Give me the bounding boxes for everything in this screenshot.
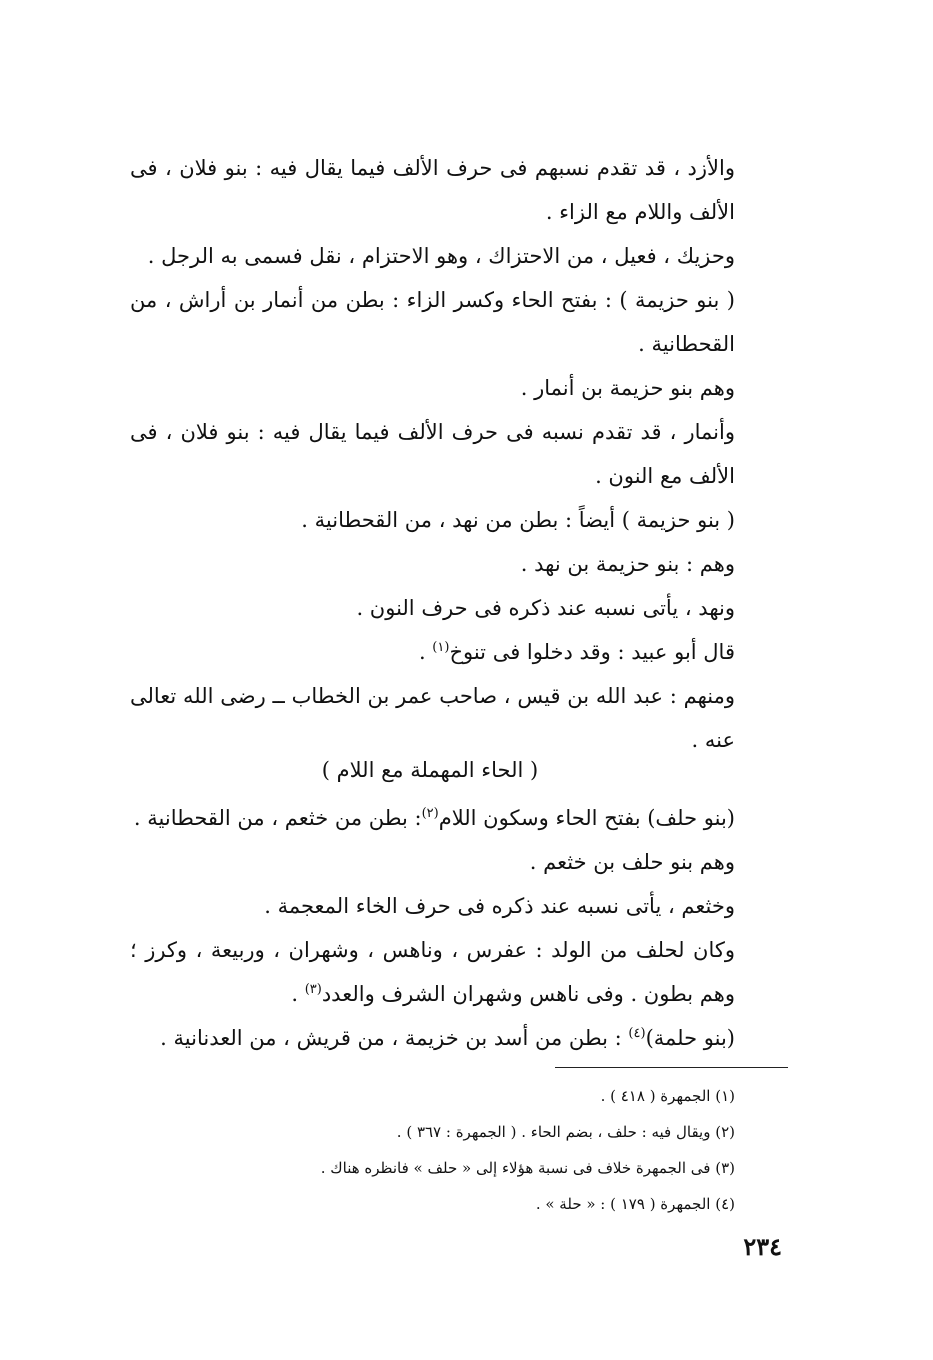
paragraph: قال أبو عبيد : وقد دخلوا فى تنوخ$^{(١)}$ . — [418, 640, 735, 664]
paragraph: (بنو حلف) بفتح الحاء وسكون اللام$^{(٢)}$: بطن من خثعم ، من القحطانية . — [133, 806, 735, 830]
footnote-ref: (١) — [432, 640, 450, 655]
paragraph: (بنو حلمة)$^{(٤)}$ : بطن من أسد بن خزيمة ، من قريش ، من العدنانية . — [160, 1026, 735, 1050]
body-section-1 — [130, 146, 790, 762]
paragraph: وهم : بنو حزيمة بن نهد . — [520, 552, 735, 576]
paragraph: وهم بنو حزيمة بن أنمار . — [520, 376, 735, 400]
paragraph: وكان لحلف من الولد : عفرس ، وناهس ، وشهران ، وربيعة ، وكرز ؛ وهم بطون . وفى ناهس وشهران الشرف والعدد$^{(٣)}$ . — [130, 938, 735, 1006]
footnote: (٢) ويقال فيه : حلف ، بضم الحاء . ( الجمهرة : ٣٦٧ ) . — [396, 1123, 735, 1141]
footnote: (٤) الجمهرة ( ١٧٩ ) : « حلة » . — [535, 1195, 735, 1213]
paragraph: وهم بنو حلف بن خثعم . — [529, 850, 735, 874]
body-section-2 — [130, 796, 790, 1060]
page-number: ٢٣٤ — [743, 1232, 782, 1261]
footnote-divider — [555, 1067, 788, 1068]
paragraph: وأنمار ، قد تقدم نسبه فى حرف الألف فيما يقال فيه : بنو فلان ، فى الألف مع النون . — [130, 420, 735, 488]
paragraph: ومنهم : عبد الله بن قيس ، صاحب عمر بن الخطاب ــ رضى الله تعالى عنه . — [130, 684, 735, 752]
paragraph: وحزيك ، فعيل ، من الاحتزاك ، وهو الاحتزام ، نقل فسمى به الرجل . — [147, 244, 735, 268]
footnote-ref: (٣) — [304, 982, 322, 997]
paragraph: ( بنو حزيمة ) أيضاً : بطن من نهد ، من القحطانية . — [301, 508, 735, 532]
footnote: (٣) فى الجمهرة خلاف فى نسبة هؤلاء إلى « حلف » فانظره هناك . — [320, 1159, 735, 1177]
footnotes — [280, 1078, 735, 1222]
paragraph: والأزد ، قد تقدم نسبهم فى حرف الألف فيما يقال فيه : بنو فلان ، فى الألف واللام مع الزاء . — [130, 156, 735, 224]
paragraph: ( بنو حزيمة ) : بفتح الحاء وكسر الزاء : بطن من أنمار بن أراش ، من القحطانية . — [130, 288, 735, 356]
section-heading: ( الحاء المهملة مع اللام ) — [321, 758, 539, 782]
footnote: (١) الجمهرة ( ٤١٨ ) . — [600, 1087, 735, 1105]
paragraph: ونهد ، يأتى نسبه عند ذكره فى حرف النون . — [356, 596, 735, 620]
footnote-ref: (٢) — [421, 806, 439, 821]
paragraph: وخثعم ، يأتى نسبه عند ذكره فى حرف الخاء المعجمة . — [264, 894, 735, 918]
footnote-ref: (٤) — [628, 1026, 646, 1041]
